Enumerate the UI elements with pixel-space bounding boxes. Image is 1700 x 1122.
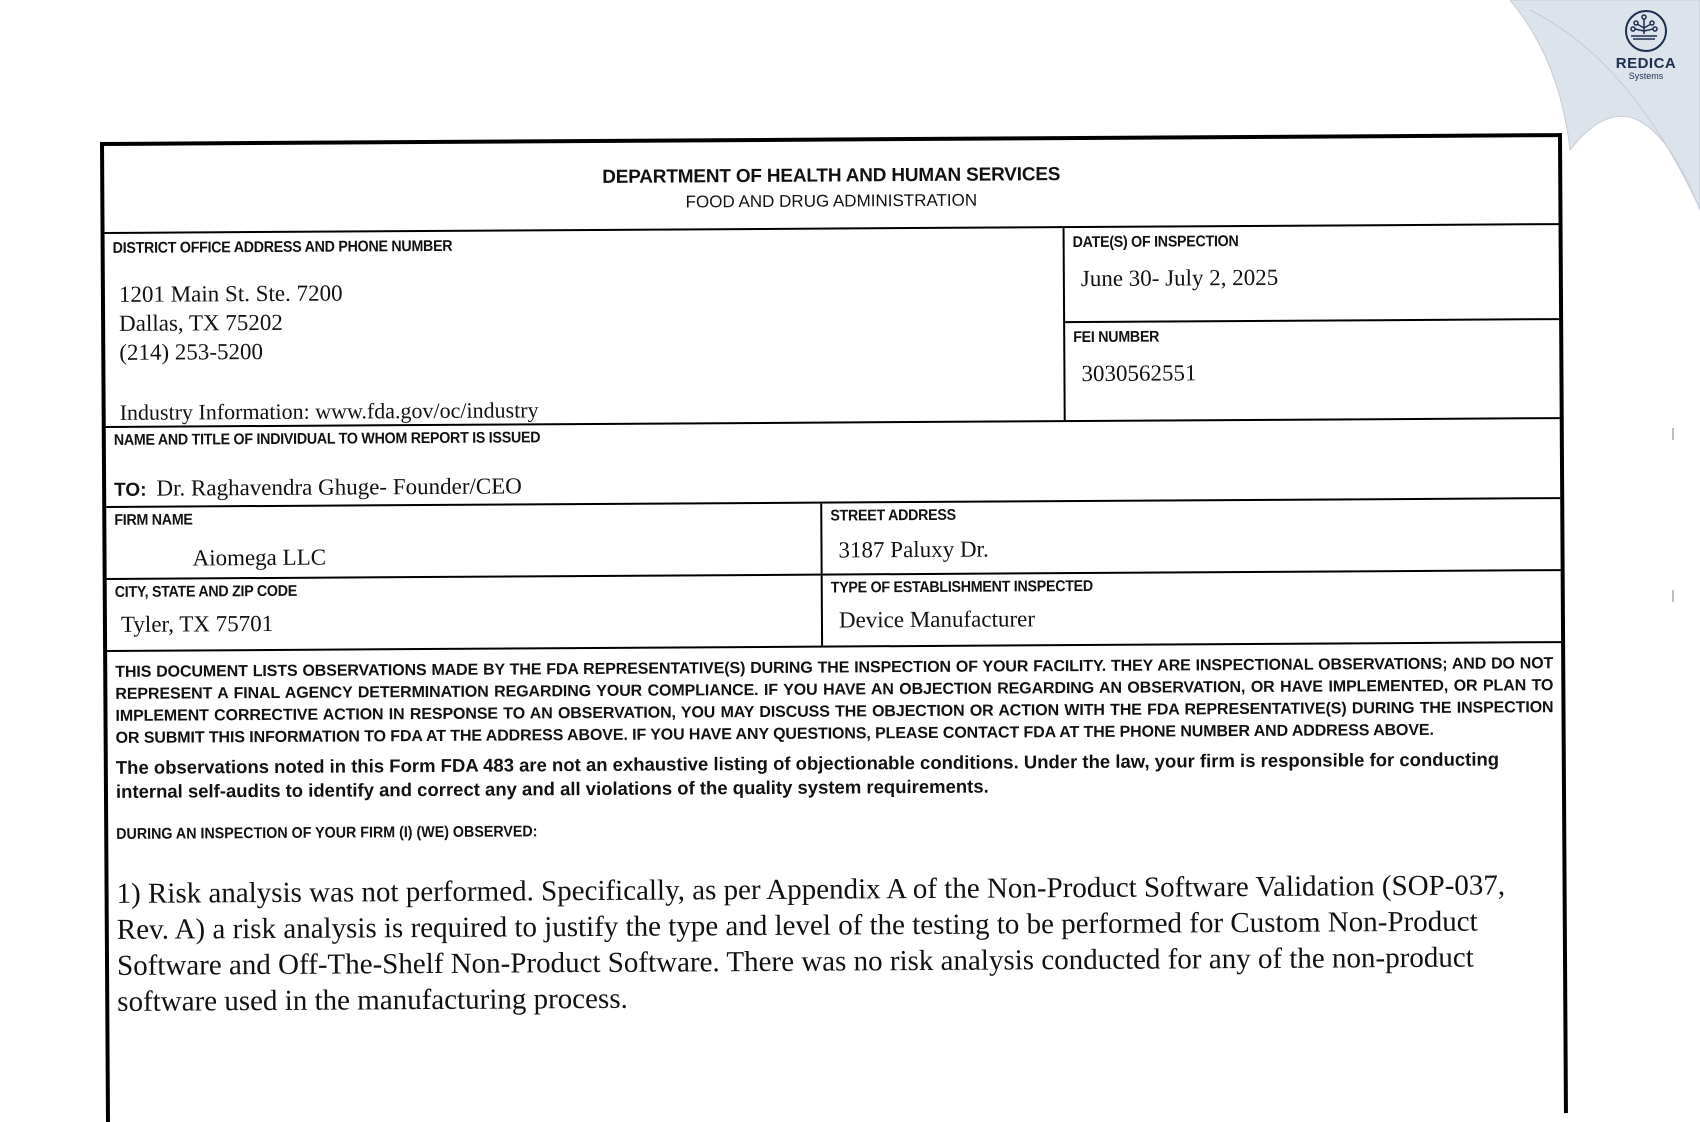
scan-artifact: [1672, 590, 1674, 602]
scan-artifact: [1672, 428, 1674, 440]
brand-name: REDICA: [1615, 55, 1677, 72]
inspection-dates-label: DATE(S) OF INSPECTION: [1072, 233, 1239, 252]
district-phone: (214) 253-5200: [119, 339, 264, 365]
fda-483-form: [100, 133, 1568, 1122]
district-office-label: DISTRICT OFFICE ADDRESS AND PHONE NUMBER: [112, 237, 453, 257]
notice-section: [107, 643, 1563, 1020]
brand-sub: Systems: [1628, 71, 1664, 81]
firm-name-section: [106, 504, 822, 578]
district-address-line1: 1201 Main St. Ste. 7200: [118, 280, 343, 307]
district-office-section: [105, 228, 1066, 426]
department-title: DEPARTMENT OF HEALTH AND HUMAN SERVICES: [602, 164, 1061, 188]
recipient-section: [106, 419, 1560, 508]
fei-number-value: 3030562551: [1081, 360, 1197, 387]
district-address-line2: Dallas, TX 75202: [119, 309, 283, 336]
firm-name-label: FIRM NAME: [114, 511, 193, 529]
street-address-value: 3187 Paluxy Dr.: [838, 536, 989, 563]
observed-heading: DURING AN INSPECTION OF YOUR FIRM (I) (WE) OBSERVED:: [116, 823, 538, 843]
establishment-type-value: Device Manufacturer: [838, 606, 1036, 633]
city-value: Tyler, TX 75701: [120, 610, 274, 637]
firm-name-value: Aiomega LLC: [192, 544, 327, 571]
street-address-section: [822, 499, 1560, 574]
establishment-type-label: TYPE OF ESTABLISHMENT INSPECTED: [830, 577, 1093, 597]
redica-logo: [1606, 10, 1686, 81]
redica-tree-logo-icon: [1625, 10, 1667, 52]
inspection-dates-section: [1065, 225, 1560, 323]
fei-number-label: FEI NUMBER: [1073, 328, 1160, 347]
to-label: TO:: [114, 479, 147, 501]
agency-title: FOOD AND DRUG ADMINISTRATION: [685, 190, 978, 212]
notice-disclaimer: THIS DOCUMENT LISTS OBSERVATIONS MADE BY THE FDA REPRESENTATIVE(S) DURING THE INSPECTION OF YOUR FACILITY. THEY ARE INSPECTIONAL OBSERVATIONS; AND DO NOT REPRESENT A FINAL AGENCY DETERMINATION REGARDING YOUR COMPLIANCE. IF YOU HAVE AN OBJECTION REGARDING AN OBSERVATION, OR HAVE IMPLEMENTED, OR PLAN TO IMPLEMENT CORRECTIVE ACTION IN RESPONSE TO AN OBSERVATION, YOU MAY DISCUSS THE OBJECTION OR ACTION WITH THE FDA REPRESENTATIVE(S) DURING THE INSPECTION OR SUBMIT THIS INFORMATION TO FDA AT THE ADDRESS ABOVE. IF YOU HAVE ANY QUESTIONS, PLEASE CONTACT FDA AT THE PHONE NUMBER AND ADDRESS ABOVE.: [115, 655, 1554, 747]
recipient-value: Dr. Raghavendra Ghuge- Founder/CEO: [156, 473, 522, 501]
street-address-label: STREET ADDRESS: [830, 506, 956, 525]
fei-number-section: [1065, 320, 1560, 420]
form-483-statement: The observations noted in this Form FDA 483 are not an exhaustive listing of objectionable conditions. Under the law, your firm is responsible for conducting internal self-audits to identify and correct any and all violations of the quality system requirements.: [115, 748, 1500, 802]
inspection-dates-value: June 30- July 2, 2025: [1080, 264, 1279, 292]
form-header: [104, 137, 1559, 234]
city-section: [107, 576, 823, 650]
observation-1: 1) Risk analysis was not performed. Specifically, as per Appendix A of the Non-Product Software Validation (SOP-037, Rev. A) a risk analysis is required to justify the type and level of the testing to be performed for Custom Non-Product Software and Off-The-Shelf Non-Product Software. There was no risk analysis conducted for any of the non-product software used in the manufacturing process.: [116, 869, 1506, 1018]
recipient-label: NAME AND TITLE OF INDIVIDUAL TO WHOM REPORT IS ISSUED: [113, 429, 541, 449]
establishment-type-section: [823, 571, 1561, 646]
city-label: CITY, STATE AND ZIP CODE: [114, 582, 298, 601]
industry-info-link: Industry Information: www.fda.gov/oc/industry: [119, 397, 539, 425]
